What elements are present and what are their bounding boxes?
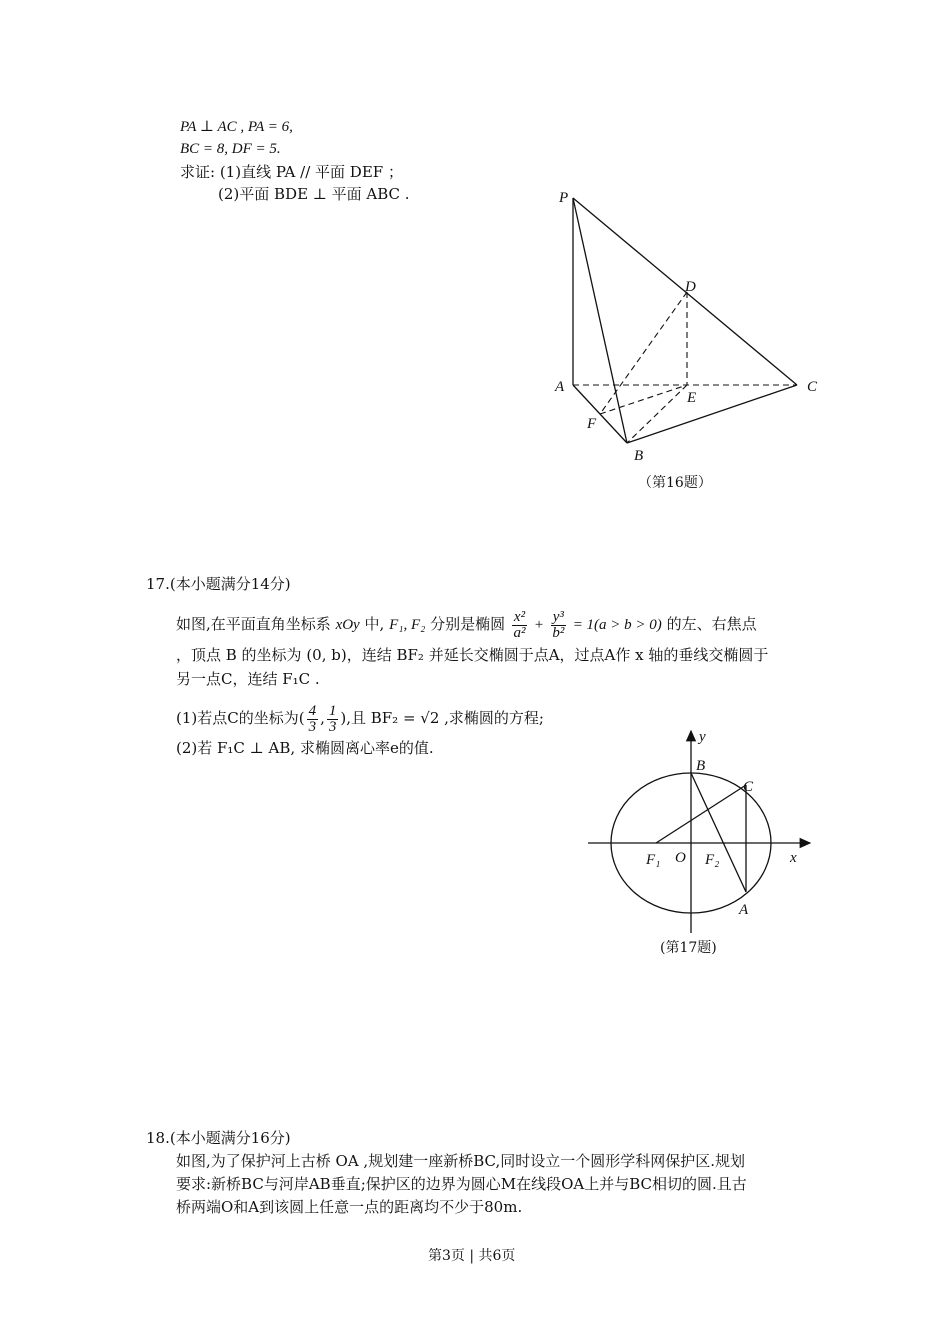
figure-16-caption: （第16题）: [638, 475, 712, 491]
q17-l1-system: xOy: [335, 617, 360, 633]
fig16-label-c: C: [807, 379, 818, 395]
q18-line-2: 要求:新桥BC与河岸AB垂直;保护区的边界为圆心M在线段OA上并与BC相切的圆.且古: [176, 1175, 747, 1193]
ellipse-eq-rest: = 1(a > b > 0): [572, 617, 662, 633]
q18-line-3: 桥两端O和A到该圆上任意一点的距离均不少于80m.: [176, 1198, 523, 1216]
q17-p1-comma: ,: [320, 709, 325, 727]
fig17-label-x: x: [790, 850, 797, 866]
fig17-label-c: C: [743, 779, 754, 795]
fig17-label-f1: F₁: [646, 852, 661, 868]
q16-condition-1: PA ⊥ AC , PA = 6,: [180, 119, 293, 135]
fig16-label-d: D: [685, 279, 696, 295]
fig16-label-f: F: [587, 416, 597, 432]
page-footer: 第3页 | 共6页: [428, 1248, 516, 1264]
ellipse-fraction-1: $\frac{\text{x²}}{\text{a²}}$: [513, 608, 526, 641]
q16-condition-2: BC = 8, DF = 5.: [180, 141, 281, 157]
q17-l1-mid2: 分别是椭圆: [430, 615, 506, 633]
q17-l1-foci: F₁, F₂: [389, 617, 426, 633]
fig17-label-o: O: [675, 850, 686, 866]
q17-line-3: 另一点C，连结 F₁C .: [176, 670, 320, 688]
fig17-label-a: A: [739, 902, 749, 918]
figure-17: [580, 725, 820, 940]
q17-p1-pre: (1)若点C的坐标为(: [176, 709, 305, 727]
fig16-label-a: A: [555, 379, 565, 395]
q17-l1-mid: 中,: [364, 615, 385, 633]
fig17-label-y: y: [699, 729, 706, 745]
q17-part-1: [176, 698, 544, 738]
q16-prove-2: (2)平面 BDE ⊥ 平面 ABC .: [218, 185, 410, 203]
q17-line-2: ，顶点 B 的坐标为 (0, b)，连结 BF₂ 并延长交椭圆于点A，过点A作 x 轴的垂线交椭圆于: [176, 646, 769, 664]
ellipse-plus: +: [533, 617, 544, 633]
q17-part-2: (2)若 F₁C ⊥ AB, 求椭圆离心率e的值.: [176, 739, 434, 757]
fig16-label-b: B: [634, 448, 644, 464]
fig17-label-b: B: [696, 758, 706, 774]
point-c-x-fraction: $\frac{4}{3}$: [308, 702, 317, 735]
ellipse-fraction-2: $\frac{\text{y³}}{\text{b²}}$: [552, 608, 565, 641]
q17-l1-post: 的左、右焦点: [666, 615, 757, 633]
point-c-y-fraction: $\frac{1}{3}$: [328, 702, 337, 735]
q17-header: 17.(本小题满分14分): [146, 575, 291, 593]
figure-16: [545, 180, 835, 475]
q18-line-1: 如图,为了保护河上古桥 OA ,规划建一座新桥BC,同时设立一个圆形学科网保护区.规划: [176, 1152, 745, 1170]
q17-line-1: [176, 602, 757, 646]
q17-p1-post: ),且 BF₂ = √2 ,求椭圆的方程;: [340, 709, 544, 727]
q16-prove-1: 求证: (1)直线 PA // 平面 DEF ；: [180, 163, 403, 181]
q18-header: 18.(本小题满分16分): [146, 1129, 291, 1147]
q17-l1-pre: 如图,在平面直角坐标系: [176, 615, 331, 633]
fig16-label-p: P: [559, 190, 569, 206]
fig17-label-f2: F₂: [705, 852, 720, 868]
fig16-label-e: E: [687, 390, 697, 406]
figure-17-caption: (第17题): [660, 940, 717, 956]
